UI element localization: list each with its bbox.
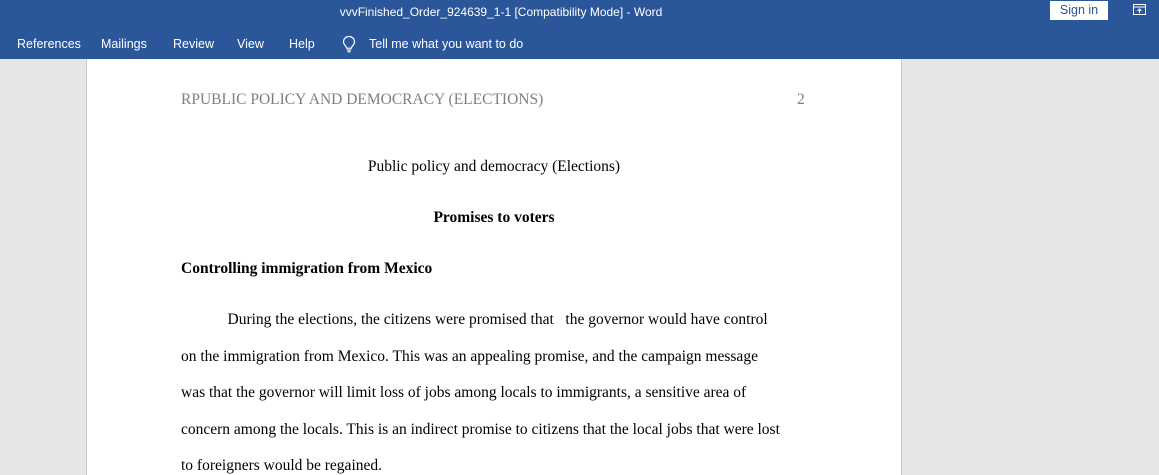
tab-help[interactable]: Help xyxy=(289,37,315,51)
ribbon-tabs xyxy=(0,28,1159,59)
tab-references[interactable]: References xyxy=(17,37,81,51)
section-heading: Promises to voters xyxy=(433,209,555,226)
ribbon-display-options-button[interactable] xyxy=(1132,3,1148,17)
document-page[interactable] xyxy=(86,59,902,475)
tell-me-search[interactable] xyxy=(340,34,600,54)
page-number: 2 xyxy=(797,91,805,108)
paragraph-line: concern among the locals. This is an indirect promise to citizens that the local jobs that were lost xyxy=(181,421,780,438)
paragraph-line: was that the governor will limit loss of jobs among locals to immigrants, a sensitive area of xyxy=(181,384,747,401)
document-title: Public policy and democracy (Elections) xyxy=(367,158,621,175)
paragraph-line: to foreigners would be regained. xyxy=(181,457,383,474)
subsection-heading: Controlling immigration from Mexico xyxy=(181,260,433,277)
tab-view[interactable]: View xyxy=(237,37,264,51)
running-head: RPUBLIC POLICY AND DEMOCRACY (ELECTIONS) xyxy=(181,91,544,108)
tell-me-placeholder: Tell me what you want to do xyxy=(369,37,524,51)
tab-review[interactable]: Review xyxy=(173,37,214,51)
ribbon-display-options-icon xyxy=(1132,3,1148,17)
lightbulb-icon xyxy=(342,35,356,53)
sign-in-button[interactable]: Sign in xyxy=(1050,1,1108,20)
tab-mailings[interactable]: Mailings xyxy=(101,37,147,51)
paragraph-line: During the elections, the citizens were promised that the governor would have control xyxy=(181,311,768,328)
title-bar xyxy=(0,0,1159,28)
window-title: vvvFinished_Order_924639_1-1 [Compatibility Mode] - Word xyxy=(339,5,663,19)
document-canvas[interactable] xyxy=(0,59,1159,475)
paragraph-line: on the immigration from Mexico. This was an appealing promise, and the campaign message xyxy=(181,348,758,365)
